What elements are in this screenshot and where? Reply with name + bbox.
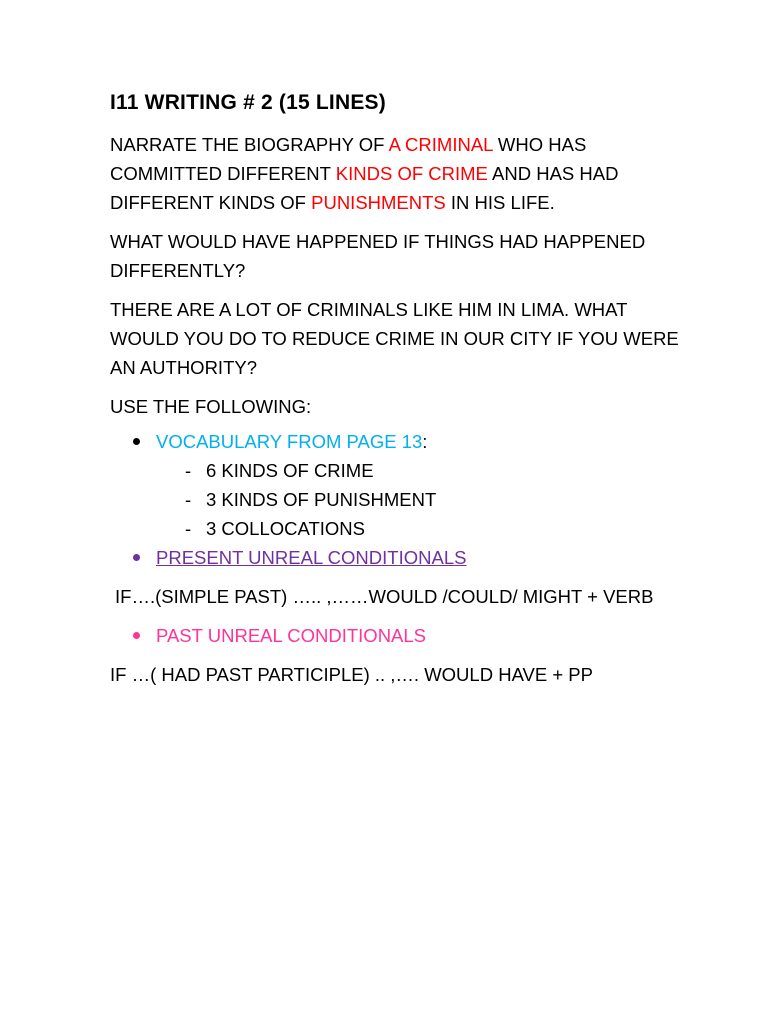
dash-icon: - [185,489,192,510]
bullet-icon [133,438,140,445]
list-item [110,514,690,543]
past-unreal-conditionals-label: PAST UNREAL CONDITIONALS [156,625,427,646]
dash-icon: - [185,518,192,539]
bullet-icon [133,554,140,561]
document-page [110,88,690,699]
highlight-kinds-of-crime: KINDS OF CRIME [335,163,488,184]
present-unreal-formula: IF….(SIMPLE PAST) ….. ,……WOULD /COULD/ MIGHT + VERB [115,586,654,607]
vocabulary-colon: : [422,431,428,452]
use-following-label: USE THE FOLLOWING: [110,396,312,417]
present-unreal-conditionals-label: PRESENT UNREAL CONDITIONALS [156,547,467,568]
sublist-text: 6 KINDS OF CRIME [206,460,374,481]
biography-instruction [110,130,690,217]
list-item-past-unreal [110,621,690,650]
requirements-list-final [110,621,690,650]
vocabulary-sublist [110,456,690,543]
list-item [110,456,690,485]
past-unreal-formula: IF …( HAD PAST PARTICIPLE) .. ,…. WOULD HAVE + PP [110,664,593,685]
instruction-text: NARRATE THE BIOGRAPHY OF [110,134,389,155]
list-item-present-unreal [110,543,690,572]
authority-paragraph: THERE ARE A LOT OF CRIMINALS LIKE HIM IN LIMA. WHAT WOULD YOU DO TO REDUCE CRIME IN OUR CITY IF YOU WERE AN AUTHORITY? [110,299,679,378]
instruction-text: IN HIS LIFE. [445,192,555,213]
vocabulary-label: VOCABULARY FROM PAGE 13 [156,431,423,452]
bullet-icon [133,632,140,639]
instruction-text: AND HAS HAD DIFFERENT KINDS OF [110,163,619,213]
highlight-criminal: A CRIMINAL [388,134,493,155]
question-paragraph: WHAT WOULD HAVE HAPPENED IF THINGS HAD HAPPENED DIFFERENTLY? [110,231,646,281]
sublist-text: 3 COLLOCATIONS [206,518,366,539]
requirements-list-continued [110,543,690,572]
document-title: I11 WRITING # 2 (15 LINES) [110,91,386,114]
dash-icon: - [185,460,192,481]
list-item [110,485,690,514]
requirements-list [110,427,690,456]
list-item-vocabulary [110,427,690,456]
highlight-punishments: PUNISHMENTS [311,192,446,213]
sublist-text: 3 KINDS OF PUNISHMENT [206,489,437,510]
instruction-text: WHO HAS COMMITTED DIFFERENT [110,134,587,184]
